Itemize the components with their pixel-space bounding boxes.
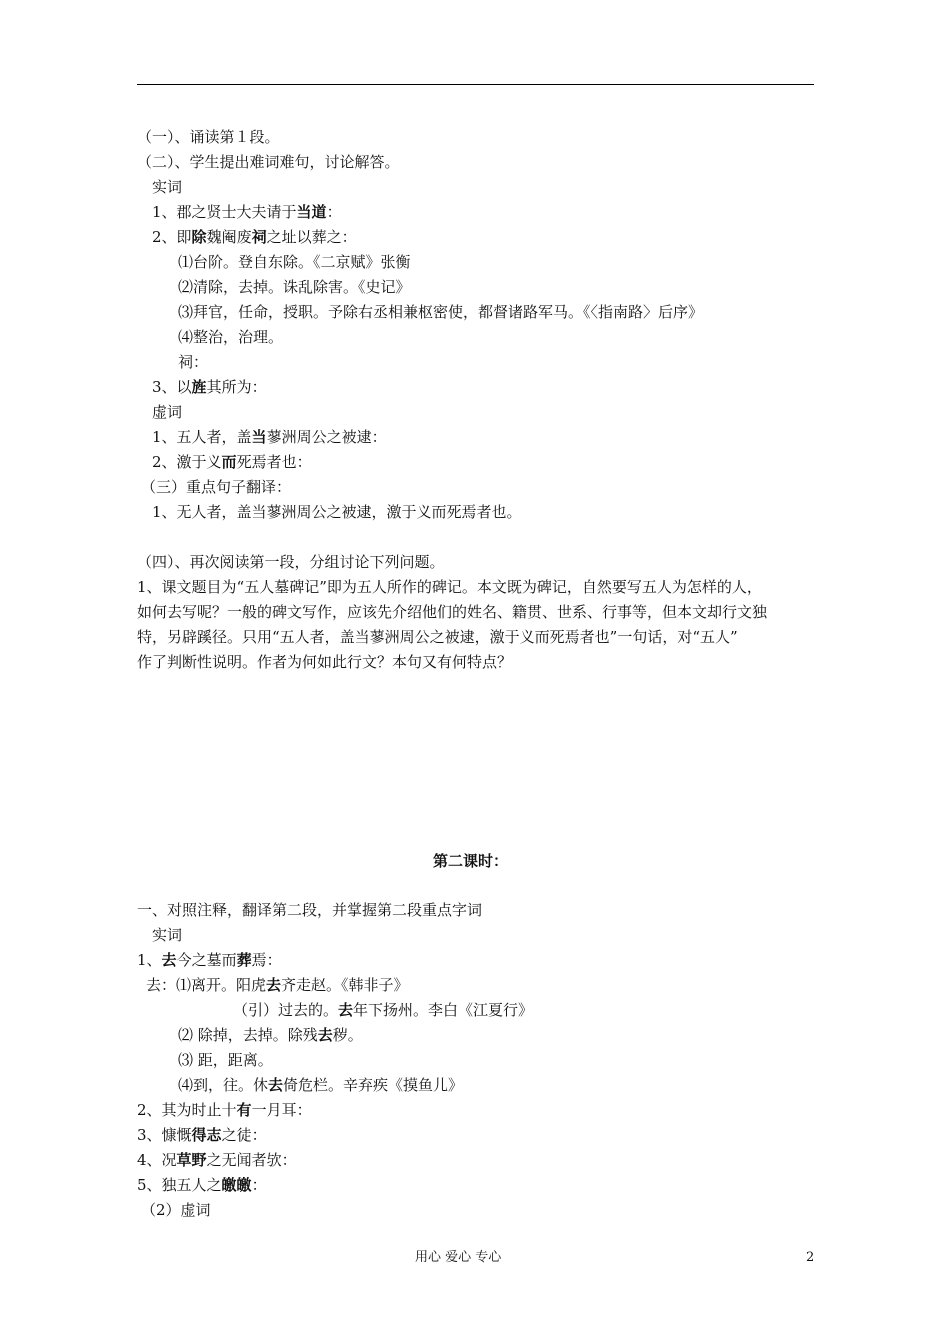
word-2-keyword: 有 [236,1101,252,1119]
footer-motto: 用心 爱心 专心 [415,1250,502,1265]
word-1-end: 焉： [251,951,282,969]
word-4-text: 4、况 [137,1151,177,1169]
xuci-2-keyword: 而 [221,453,237,471]
qu-1-end: 齐走赵。《韩非子》 [281,976,409,994]
word-3-text: 3、慷慨 [137,1126,192,1144]
question-2-keyword-2: 祠 [251,228,267,246]
xuci-1-keyword: 当 [251,428,267,446]
word-4-end: 之无闻者欤： [206,1151,297,1169]
question-2-text-mid: 魏阉废 [206,228,252,246]
word-4-keyword: 草野 [176,1151,207,1169]
qu-4-keyword: 去 [268,1076,284,1094]
chu-meaning-2: ⑵清除，去掉。诛乱除害。《史记》 [178,278,411,296]
word-1 [137,950,282,970]
xuci-1-end: 蓼洲周公之被逮： [266,428,387,446]
qu-meaning-3: ⑶ 距，距离。 [178,1051,273,1069]
qu-1-keyword: 去 [266,976,282,994]
word-3-end: 之徒： [221,1126,267,1144]
ci-label: 祠： [178,353,209,371]
qu-4-text: ⑷到，往。休 [178,1076,269,1094]
word-1-keyword: 去 [161,951,177,969]
shici-label: 实词 [152,178,183,196]
qu-meaning-4 [178,1075,463,1095]
lesson-2-shici-label: 实词 [152,926,183,944]
word-5 [137,1175,267,1195]
question-3-text: 3、以 [152,378,192,396]
chu-meaning-4: ⑷整治，治理。 [178,328,284,346]
paragraph-line-2: 如何去写呢？一般的碑文写作，应该先介绍他们的姓名、籍贯、世系、行事等，但本文却行文独 [137,603,768,621]
question-1 [152,202,342,222]
question-1-text: 1、郡之贤士大夫请于 [152,203,297,221]
lesson-2-task: 一、对照注释，翻译第二段，并掌握第二段重点字词 [137,901,483,919]
question-2 [152,227,357,247]
question-2-text: 2、即 [152,228,192,246]
word-2 [137,1100,312,1120]
qu-2-keyword: 去 [317,1026,333,1044]
xuci-question-2 [152,452,312,472]
lesson-2-heading: 第二课时： [433,852,509,870]
word-5-end: ： [251,1176,267,1194]
question-1-end: ： [326,203,342,221]
question-3 [152,377,267,397]
word-1-keyword-2: 葬 [236,951,252,969]
chu-meaning-3: ⑶拜官，任命，授职。予除右丞相兼枢密使，都督诸路军马。《〈指南路〉后序》 [178,303,704,321]
qu-meaning-2 [178,1025,363,1045]
qu-meaning-1b [233,1000,533,1020]
xuci-2-end: 死焉者也： [236,453,312,471]
xuci-1-text: 1、五人者，盖 [152,428,252,446]
word-1-num: 1、 [137,951,162,969]
question-2-end: 之址以葬之： [266,228,357,246]
qu-1b-end: 年下扬州。李白《江夏行》 [353,1001,534,1019]
qu-2-end: 秽。 [332,1026,363,1044]
word-5-text: 5、独五人之 [137,1176,222,1194]
qu-1b-keyword: 去 [338,1001,354,1019]
question-2-keyword: 除 [191,228,207,246]
paragraph-line-1: 1、课文题目为“五人墓碑记”即为五人所作的碑记。本文既为碑记，自然要写五人为怎样的人， [137,578,762,596]
page-number: 2 [806,1250,815,1265]
word-3 [137,1125,267,1145]
xuci-label: 虚词 [152,403,183,421]
item-c: （三）重点句子翻译： [141,478,292,496]
word-2-text: 2、其为时止十 [137,1101,237,1119]
qu-meaning-1 [146,975,409,995]
qu-2-text: ⑵ 除掉，去掉。除残 [178,1026,318,1044]
paragraph-line-4: 作了判断性说明。作者为何如此行文？本句又有何特点？ [137,653,513,671]
translation-1: 1、无人者，盖当蓼洲周公之被逮，激于义而死焉者也。 [152,503,522,521]
question-1-keyword: 当道 [296,203,327,221]
word-5-keyword: 皦皦 [221,1176,252,1194]
xuci-question-1 [152,427,387,447]
header-rule [137,84,814,85]
lesson-2-xuci-label: （2）虚词 [141,1201,211,1219]
qu-1b-text: （引）过去的。 [233,1001,339,1019]
xuci-2-text: 2、激于义 [152,453,222,471]
chu-meaning-1: ⑴台阶。登自东除。《二京赋》张衡 [178,253,411,271]
question-3-keyword: 旌 [191,378,207,396]
question-3-end: 其所为： [206,378,267,396]
word-3-keyword: 得志 [191,1126,222,1144]
qu-1-text: 去：⑴离开。阳虎 [146,976,267,994]
item-d: （四）、再次阅读第一段，分组讨论下列问题。 [137,553,445,571]
paragraph-line-3: 特，另辟蹊径。只用“五人者，盖当蓼洲周公之被逮，激于义而死焉者也”一句话，对“五人” [137,628,738,646]
word-1-mid: 今之墓而 [176,951,237,969]
item-b: （二）、学生提出难词难句，讨论解答。 [137,153,400,171]
item-a: （一）、诵读第１段。 [137,128,280,146]
word-2-end: 一月耳： [251,1101,312,1119]
word-4 [137,1150,297,1170]
qu-4-end: 倚危栏。辛弃疾《摸鱼儿》 [283,1076,464,1094]
